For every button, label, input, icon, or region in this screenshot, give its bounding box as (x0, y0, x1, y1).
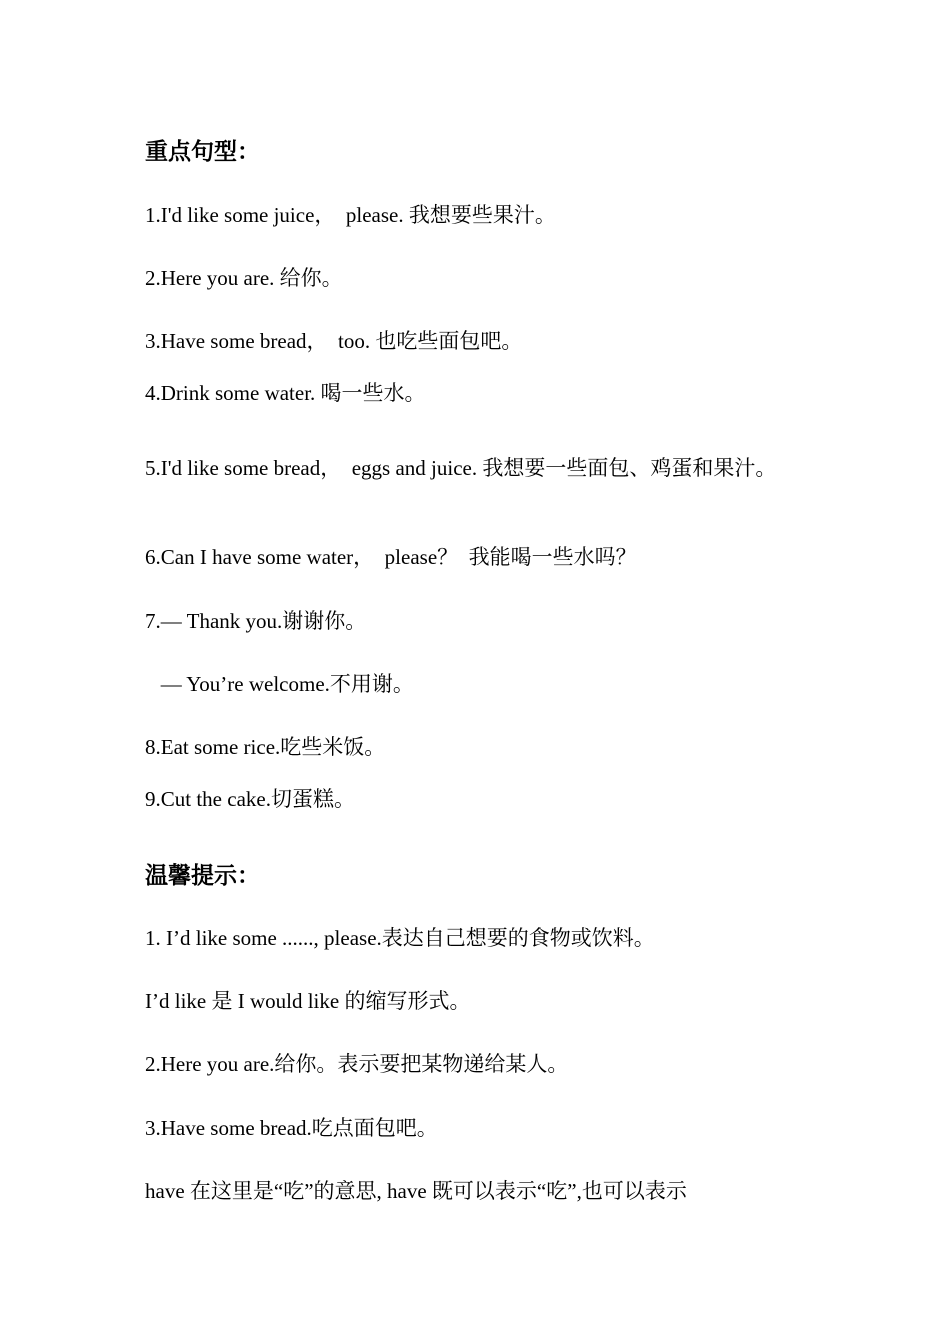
sentence-3: 3.Have some bread， too. 也吃些面包吧。 (145, 329, 523, 353)
tip-1: 1. I’d like some ......, please.表达自己想要的食物或饮料。 (145, 926, 655, 950)
section-heading-key-sentences: 重点句型： (145, 139, 260, 165)
section-heading-tips: 温馨提示： (145, 863, 260, 889)
sentence-7: 7.— Thank you.谢谢你。 (145, 609, 367, 633)
sentence-6: 6.Can I have some water， please？ 我能喝一些水吗？ (145, 545, 637, 569)
sentence-1: 1.I'd like some juice， please. 我想要些果汁。 (145, 203, 556, 227)
tip-1-note: I’d like 是 I would like 的缩写形式。 (145, 989, 471, 1013)
sentence-8: 8.Eat some rice.吃些米饭。 (145, 735, 386, 759)
sentence-4: 4.Drink some water. 喝一些水。 (145, 381, 426, 405)
sentence-2: 2.Here you are. 给你。 (145, 266, 343, 290)
sentence-5: 5.I'd like some bread， eggs and juice. 我想要一些面包、鸡蛋和果汁。 (145, 456, 777, 480)
tip-3: 3.Have some bread.吃点面包吧。 (145, 1116, 438, 1140)
sentence-9: 9.Cut the cake.切蛋糕。 (145, 787, 355, 811)
tip-2: 2.Here you are.给你。表示要把某物递给某人。 (145, 1052, 569, 1076)
sentence-7-reply: — You’re welcome.不用谢。 (145, 672, 414, 696)
tip-3-note: have 在这里是“吃”的意思, have 既可以表示“吃”,也可以表示 (145, 1179, 687, 1203)
